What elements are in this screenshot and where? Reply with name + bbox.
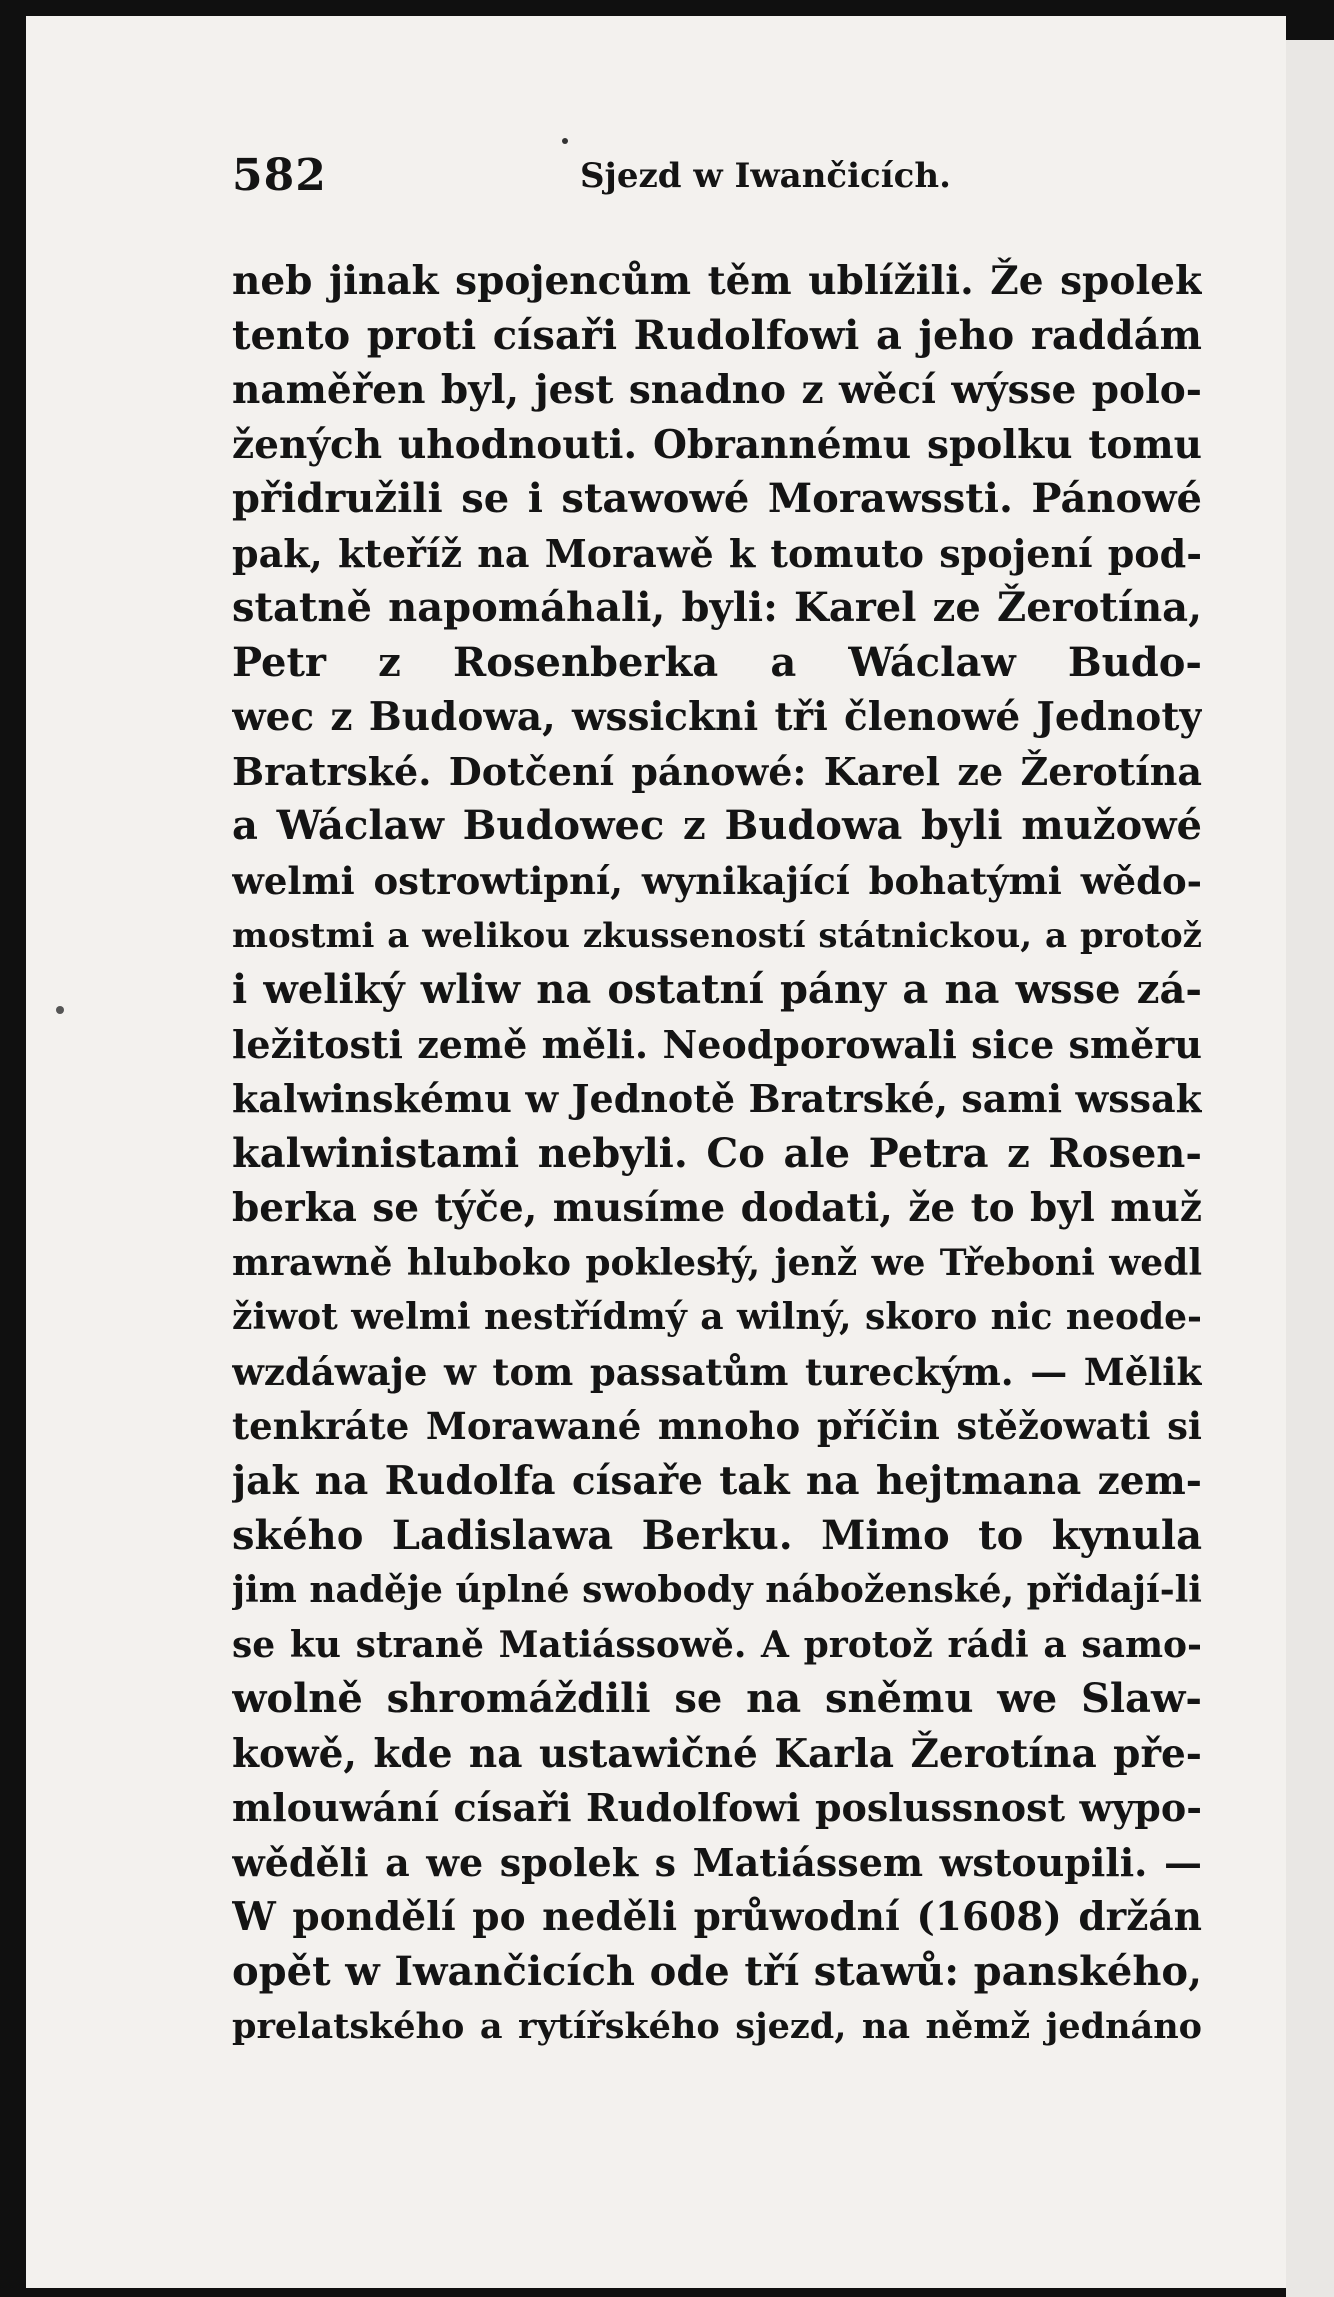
text-line: naměřen byl, jest snadno z wěcí wýsse polo- — [232, 367, 1202, 414]
text-line: tento proti císaři Rudolfowi a jeho raddám — [232, 311, 1202, 359]
text-line: mostmi a welikou zkusseností státnickou, a protož — [232, 915, 1202, 956]
text-line: mlouwání císaři Rudolfowi poslussnost wypo- — [232, 1785, 1202, 1831]
running-title: Sjezd w Iwančicích. — [580, 156, 951, 196]
text-line: wec z Budowa, wssickni tři členowé Jednoty — [232, 694, 1202, 741]
text-line: mrawně hluboko poklesłý, jenž we Třeboni wedl — [232, 1241, 1202, 1284]
text-line: wzdáwaje w tom passatům tureckým. — Mělik — [232, 1349, 1202, 1394]
next-page-edge — [1286, 40, 1334, 2297]
text-line: žených uhodnouti. Obrannému spolku tomu — [232, 421, 1202, 468]
text-line: přidružili se i stawowé Morawssti. Pánowé — [232, 475, 1202, 523]
text-line: jak na Rudolfa císaře tak na hejtmana zem- — [232, 1458, 1202, 1505]
text-line: statně napomáhali, byli: Karel ze Žerotína, — [232, 584, 1202, 632]
text-line: i weliký wliw na ostatní pány a na wsse zá- — [232, 966, 1202, 1014]
text-line: Petr z Rosenberka a Wáclaw Budo- — [232, 638, 1202, 686]
text-line: wolně shromáždili se na sněmu we Slaw- — [232, 1675, 1202, 1723]
text-line: kalwinskému w Jednotě Bratrské, sami wssak — [232, 1076, 1202, 1122]
text-line: se ku straně Matiássowě. A protož rádi a samo- — [232, 1623, 1202, 1666]
text-line: welmi ostrowtipní, wynikající bohatými wědo- — [232, 859, 1202, 904]
text-line: žiwot welmi nestřídmý a wilný, skoro nic neode- — [232, 1296, 1202, 1339]
text-line: opět w Iwančicích ode tří stawů: panského, — [232, 1947, 1202, 1995]
text-line: prelatského a rytířského sjezd, na němž jednáno — [232, 2005, 1202, 2047]
running-head — [232, 150, 1202, 210]
text-line: W pondělí po neděli průwodní (1608) držán — [232, 1894, 1202, 1941]
text-line: Bratrské. Dotčení pánowé: Karel ze Žerotína — [232, 748, 1202, 794]
text-line: tenkráte Morawané mnoho příčin stěžowati si — [232, 1404, 1202, 1449]
text-line: berka se týče, musíme dodati, že to byl muž — [232, 1185, 1202, 1232]
ink-speck — [56, 1006, 64, 1014]
text-line: neb jinak spojencům těm ublížili. Že spolek — [232, 258, 1202, 304]
text-line: a Wáclaw Budowec z Budowa byli mužowé — [232, 802, 1202, 850]
text-line: ležitosti země měli. Neodporowali sice směru — [232, 1021, 1202, 1067]
text-line: kalwinistami nebyli. Co ale Petra z Rosen- — [232, 1129, 1202, 1177]
text-line: jim naděje úplné swobody náboženské, přidají-li — [232, 1569, 1202, 1612]
text-line: ského Ladislawa Berku. Mimo to kynula — [232, 1511, 1202, 1559]
text-line: kowě, kde na ustawičné Karla Žerotína pře- — [232, 1730, 1202, 1777]
body-text — [232, 254, 1202, 2054]
text-line: pak, kteříž na Morawě k tomuto spojení pod- — [232, 530, 1202, 576]
page-number: 582 — [232, 150, 327, 201]
text-line: wěděli a we spolek s Matiássem wstoupili. — — [232, 1839, 1202, 1885]
ink-speck — [562, 138, 568, 144]
